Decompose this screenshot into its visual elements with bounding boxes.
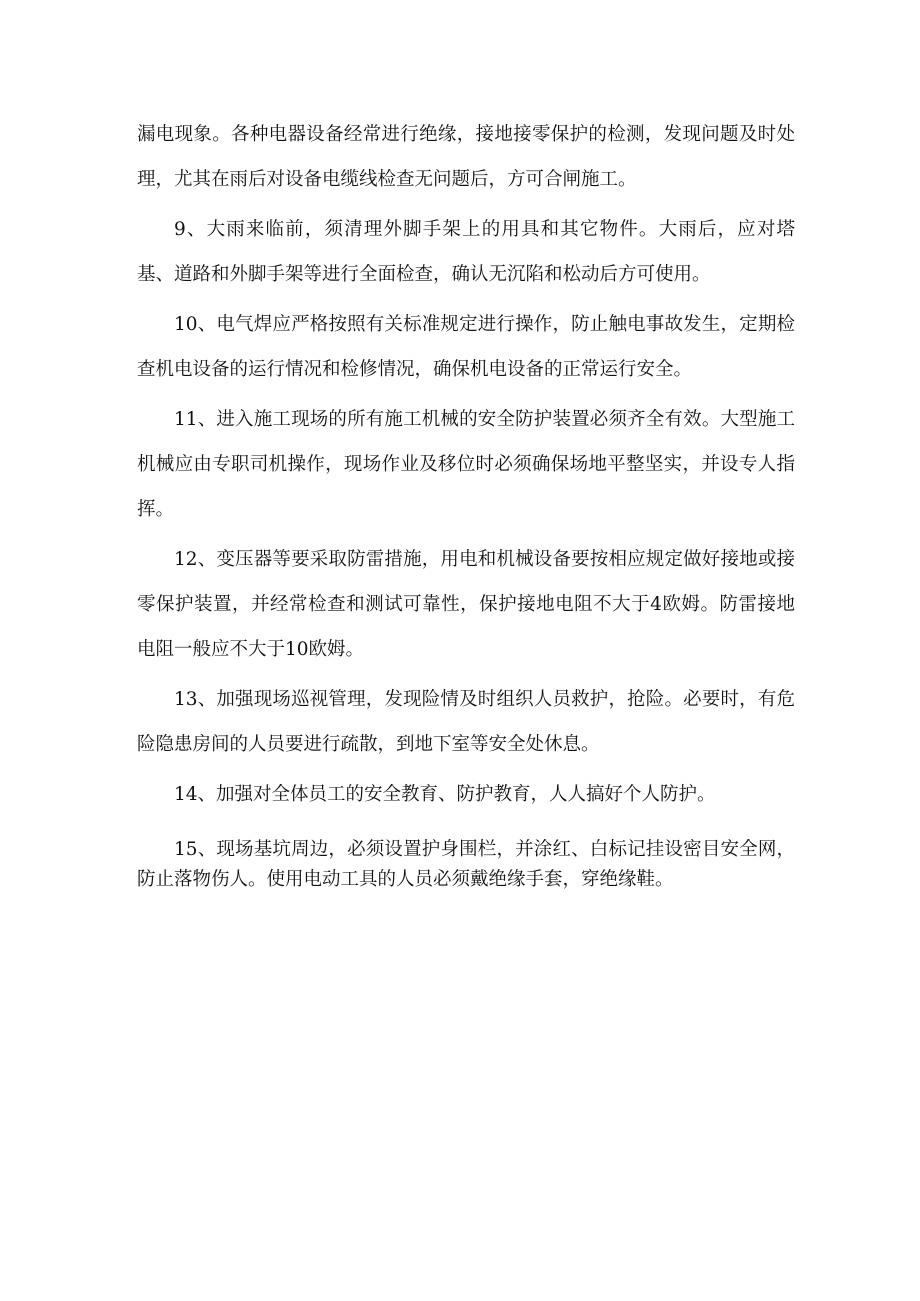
paragraph-item-14: 14、加强对全体员工的安全教育、防护教育，人人搞好个人防护。 [174, 784, 716, 805]
paragraph-item-11: 11、进入施工现场的所有施工机械的安全防护装置必须齐全有效。大型施工机械应由专职司机操作，现场作业及移位时必须确保场地平整坚实，并设专人指挥。 [137, 409, 795, 520]
paragraph-item-13: 13、加强现场巡视管理，发现险情及时组织人员救护，抢险。必要时，有危险隐患房间的人员要进行疏散，到地下室等安全处休息。 [137, 689, 795, 755]
paragraph-item-12: 12、变压器等要采取防雷措施，用电和机械设备要按相应规定做好接地或接零保护装置，并经常检查和测试可靠性，保护接地电阻不大于4欧姆。防雷接地电阻一般应不大于10欧姆。 [137, 549, 795, 660]
paragraph-continued: 漏电现象。各种电器设备经常进行绝缘，接地接零保护的检测，发现问题及时处理，尤其在雨后对设备电缆线检查无问题后，方可合闸施工。 [137, 124, 795, 190]
paragraph-item-15: 15、现场基坑周边，必须设置护身围栏，并涂红、白标记挂设密目安全网，防止落物伤人。使用电动工具的人员必须戴绝缘手套，穿绝缘鞋。 [137, 839, 795, 890]
paragraph-item-10: 10、电气焊应严格按照有关标准规定进行操作，防止触电事故发生，定期检查机电设备的运行情况和检修情况，确保机电设备的正常运行安全。 [137, 314, 795, 380]
document-body [137, 112, 795, 895]
paragraph-item-9: 9、大雨来临前，须清理外脚手架上的用具和其它物件。大雨后，应对塔基、道路和外脚手架等进行全面检查，确认无沉陷和松动后方可使用。 [137, 219, 795, 285]
